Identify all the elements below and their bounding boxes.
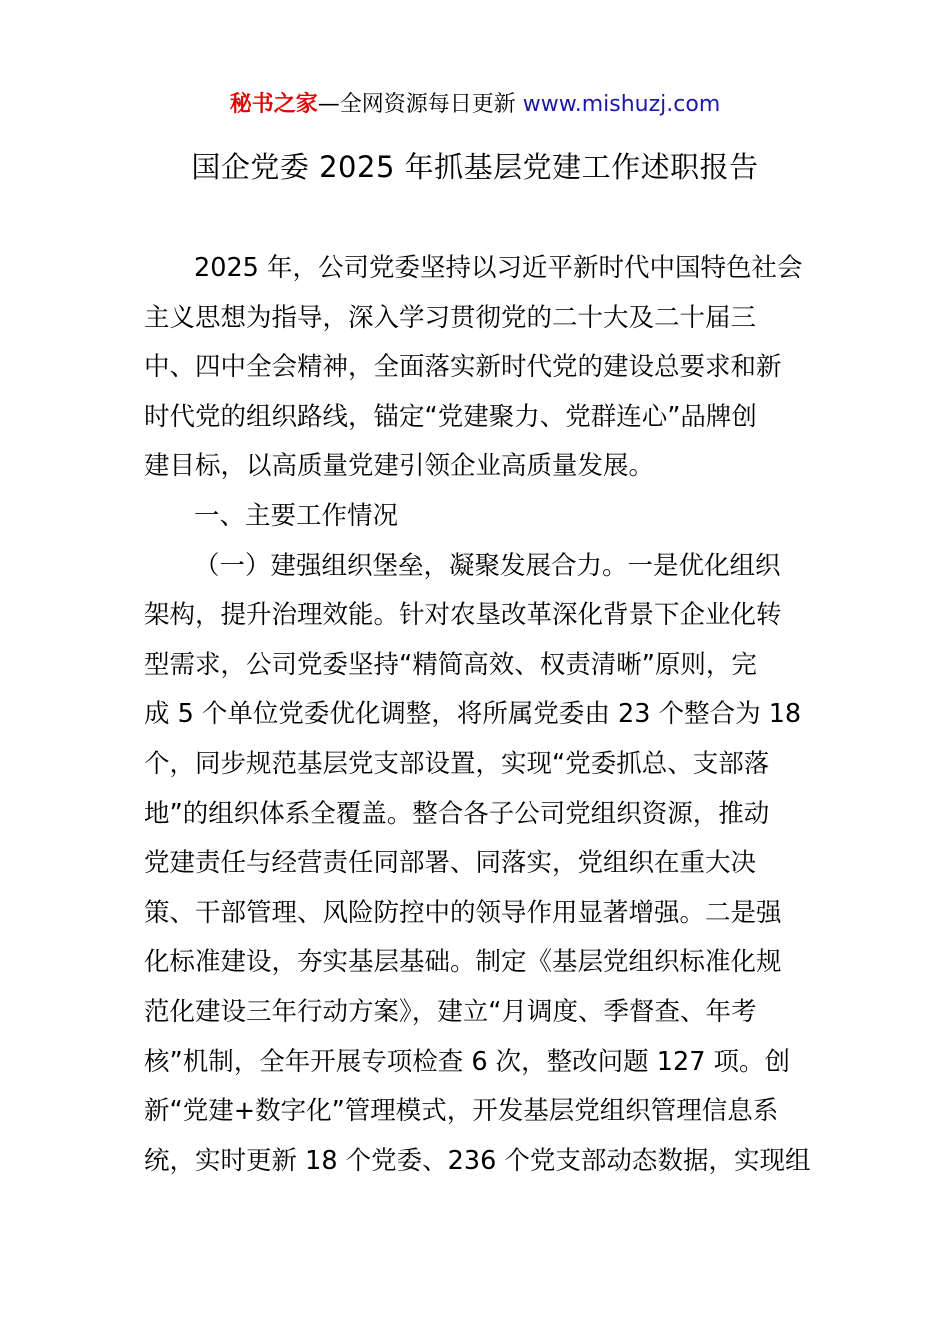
text-line: 地”的组织体系全覆盖。整合各子公司党组织资源，推动 (144, 798, 770, 829)
text-line: 2025 年，公司党委坚持以习近平新时代中国特色社会 (194, 253, 803, 283)
site-url-link[interactable]: www.mishuzj.com (522, 92, 721, 117)
text-line: 中、四中全会精神，全面落实新时代党的建设总要求和新 (144, 352, 782, 383)
site-header (0, 90, 950, 120)
text-line: 型需求，公司党委坚持“精简高效、权责清晰”原则，完 (144, 649, 757, 680)
text-line: 个，同步规范基层党支部设置，实现“党委抓总、支部落 (144, 748, 770, 779)
section-heading: 一、主要工作情况 (194, 500, 399, 531)
document-title: 国企党委 2025 年抓基层党建工作述职报告 (191, 150, 759, 184)
text-line: 主义思想为指导，深入学习贯彻党的二十大及二十届三 (144, 302, 757, 333)
text-line: 成 5 个单位党委优化调整，将所属党委由 23 个整合为 18 (144, 699, 802, 730)
text-line: 新“党建+数字化”管理模式，开发基层党组织管理信息系 (144, 1096, 779, 1127)
site-tagline: —全网资源每日更新 (317, 92, 523, 117)
site-brand: 秘书之家 (229, 92, 318, 117)
text-line: 时代党的组织路线，锚定“党建聚力、党群连心”品牌创 (144, 401, 757, 432)
text-line: （一）建强组织堡垒，凝聚发展合力。一是优化组织 (194, 550, 781, 581)
text-line: 架构，提升治理效能。针对农垦改革深化背景下企业化转 (144, 600, 782, 631)
text-line: 核”机制，全年开展专项检查 6 次，整改问题 127 项。创 (144, 1046, 791, 1077)
text-line: 统，实时更新 18 个党委、236 个党支部动态数据，实现组 (144, 1145, 811, 1176)
text-line: 范化建设三年行动方案》，建立“月调度、季督查、年考 (144, 996, 757, 1027)
text-line: 建目标，以高质量党建引领企业高质量发展。 (144, 451, 655, 482)
text-line: 党建责任与经营责任同部署、同落实，党组织在重大决 (144, 848, 757, 879)
text-line: 化标准建设，夯实基层基础。制定《基层党组织标准化规 (144, 947, 782, 978)
document-body (144, 248, 814, 1190)
text-line: 策、干部管理、风险防控中的领导作用显著增强。二是强 (144, 897, 782, 928)
